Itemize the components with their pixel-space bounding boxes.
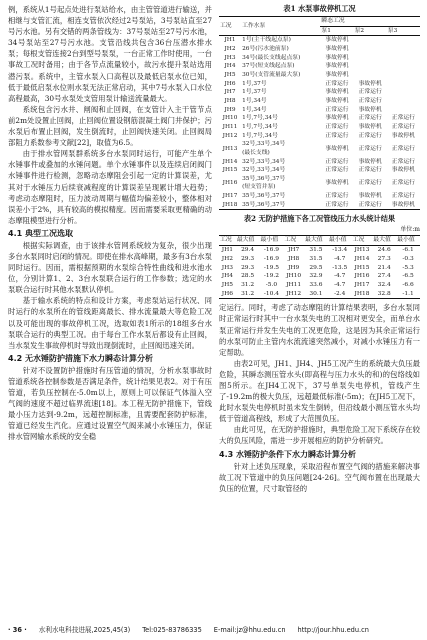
- table-cell: 正常运行: [325, 201, 349, 208]
- table-cell: 35号,36号,37号 (短支管并泵): [242, 175, 286, 191]
- table-cell: -4.7: [334, 281, 346, 288]
- table-cell: 正常运行: [358, 89, 382, 96]
- table-cell: 事故停机: [325, 145, 349, 152]
- table-cell: [387, 80, 420, 89]
- table-cell: JH5: [221, 281, 233, 288]
- table-cell: -6.5: [402, 273, 414, 280]
- table-cell: JH14: [222, 158, 238, 165]
- table-cell: 事故停机: [325, 63, 349, 70]
- table-cell: -0.3: [402, 255, 414, 262]
- table-cell: 26号(污水池前泵): [242, 45, 289, 52]
- table-row: [219, 201, 420, 210]
- table-header: 泵1: [320, 26, 353, 36]
- table-cell: 32.8: [377, 290, 391, 297]
- table-row: [219, 45, 420, 54]
- table-header: 工况: [283, 236, 304, 246]
- table-cell: 32号,33号,34号: [242, 167, 286, 174]
- table-cell: -2.4: [334, 290, 346, 297]
- table-cell: 31.2: [241, 290, 255, 297]
- table-cell: 29.5: [309, 264, 323, 271]
- table-cell: 事故停机: [325, 97, 349, 104]
- table-cell: 1号,37号: [242, 89, 267, 96]
- table-cell: 31.2: [241, 281, 255, 288]
- table-cell: 事故停机: [358, 193, 382, 200]
- table-cell: JH18: [354, 290, 370, 297]
- table-cell: [354, 45, 387, 54]
- paragraph: 由表2可见，JH1、JH4、JH5工况产生的系统最大负压最危险，其瞬态测压管水头(即高程与压力水头的和)的包络线如图5所示。在JH4工况下，37号单泵失电停机，管线产生了-19.2m的极大负压，远超最低标准(-5m)；在JH5工况下，此时水泵失电停机时虽未发生倒转，但沿线最小测压管水头均低于管道高程线，形成了大范围负压。: [219, 358, 420, 424]
- table-cell: JH16: [354, 273, 370, 280]
- table-cell: JH7: [224, 89, 236, 96]
- table-cell: JH2: [224, 45, 236, 52]
- table-cell: -19.5: [263, 264, 280, 271]
- table-cell: 1号,34号: [242, 97, 267, 104]
- table-cell: [354, 36, 387, 45]
- section-heading: 4.2 无水锤防护措施下水力瞬态计算分析: [8, 353, 153, 363]
- table-cell: [387, 97, 420, 106]
- table-header: 工况: [219, 17, 241, 36]
- table-cell: 正常运行: [391, 180, 415, 187]
- table-cell: 31.5: [309, 247, 323, 254]
- paragraph: 系统包含污水井、闸阀和止回阀，在支管计入主干管节点前2m处设置止回阀，止回阀位置设钢筋混凝土阀门井保护；污水泵后布置止回阀，发生倒流时，止回阀快速关闭。止回阀局部阻力系数参考文献[22]，取值为6.5。: [8, 104, 212, 148]
- table-cell: 正常运行: [358, 201, 382, 208]
- table-cell: [387, 106, 420, 115]
- table-cell: 事故停机: [325, 71, 349, 78]
- table-cell: 正常运行: [391, 115, 415, 122]
- table-cell: JH12: [222, 132, 238, 139]
- table-cell: JH3: [224, 54, 236, 61]
- table-cell: [354, 54, 387, 63]
- table-cell: 事故停机: [325, 45, 349, 52]
- table-cell: 27.4: [377, 273, 391, 280]
- table-cell: JH6: [221, 290, 233, 297]
- table-row: [219, 272, 420, 281]
- table-cell: 正常运行: [325, 193, 349, 200]
- table-cell: 正常运行: [391, 145, 415, 152]
- table-cell: 28.5: [241, 273, 255, 280]
- table-cell: 30.1: [309, 290, 323, 297]
- table-cell: 31.5: [309, 255, 323, 262]
- table-2-caption: 表2 无防护措施下各工况管线压力水头统计结果: [243, 214, 396, 224]
- table-cell: 正常运行: [358, 115, 382, 122]
- table-cell: [387, 71, 420, 80]
- table-header: 最大值: [236, 236, 260, 246]
- table-row: [219, 36, 420, 45]
- table-cell: 1号,7号,34号: [242, 115, 278, 122]
- table-cell: 1号,37号: [242, 80, 267, 87]
- table-cell: JH12: [286, 290, 302, 297]
- table-cell: 29.4: [241, 247, 255, 254]
- table-cell: 事故停机: [358, 123, 382, 130]
- table-1: [219, 16, 420, 210]
- paragraph: 由此可见，在无防护措施时，典型危险工况下系统存在较大的负压风险，需进一步开展相应的防护分析研究。: [219, 425, 420, 446]
- table-cell: 正常运行: [391, 158, 415, 165]
- table-cell: JH8: [224, 97, 236, 104]
- journal-email: E-mail:jz@hhu.edu.cn: [213, 626, 286, 634]
- table-cell: -19.2: [263, 273, 280, 280]
- table-2-body: [219, 246, 420, 299]
- table-row: [219, 246, 420, 255]
- table-cell: 33.6: [309, 281, 323, 288]
- table-row: [219, 97, 420, 106]
- table-cell: 正常运行: [325, 80, 349, 87]
- table-header: 泵2: [354, 26, 387, 36]
- table-cell: -4.7: [334, 273, 346, 280]
- table-header: 瞬态工况: [320, 17, 420, 27]
- table-row: [219, 80, 420, 89]
- table-cell: -6.1: [402, 247, 414, 254]
- table-cell: 正常运行: [358, 167, 382, 174]
- table-cell: 32.9: [309, 273, 323, 280]
- table-cell: 35号,36号,37号: [242, 193, 286, 200]
- table-cell: 事故停机: [358, 158, 382, 165]
- table-cell: -10.4: [263, 290, 280, 297]
- table-cell: 37号(短支线起点泵): [242, 63, 295, 70]
- table-cell: JH16: [222, 180, 238, 187]
- table-cell: 正常运行: [325, 167, 349, 174]
- table-1-body: [219, 36, 420, 210]
- table-row: [219, 140, 420, 157]
- table-row: [219, 175, 420, 192]
- journal-url: http://jour.hhu.edu.cn: [297, 626, 369, 634]
- table-cell: JH2: [221, 255, 233, 262]
- table-cell: JH15: [222, 167, 238, 174]
- table-cell: -16.9: [263, 247, 280, 254]
- table-cell: 正常运行: [391, 123, 415, 130]
- table-row: [219, 88, 420, 97]
- paragraph: 由于排水管网泵群系统多台水泵同时运行，可能产生单个水锤事件或叠加的水锤问题。单个水锤事件以及连续启闭阀门水锤事件进行检测，忽略动态摩阻会引起一定的计算误差，尤其对于水锤压力后续衰减程度的计算误差呈现累计增大趋势；考虑动态摩阻时，压力波动周期与幅值均偏差较小，整体相对误差小于2%，具有较高的模拟精度。因而需要采取更精确的动态摩阻模型进行分析。: [8, 149, 212, 225]
- table-cell: -13.5: [332, 264, 348, 271]
- table-cell: JH11: [222, 123, 238, 130]
- table-row: [219, 106, 420, 115]
- table-row: [219, 158, 420, 167]
- table-cell: 30号(支管流量最大泵): [242, 71, 301, 78]
- table-cell: 正常运行: [325, 106, 349, 113]
- table-row: [219, 255, 420, 264]
- table-header: 工况: [352, 236, 373, 246]
- table-cell: -1.1: [402, 290, 414, 297]
- table-cell: -4.7: [334, 255, 346, 262]
- table-header: 最小值: [260, 236, 284, 246]
- table-cell: 事故停机: [391, 201, 415, 208]
- journal-tel: Tel:025-83786335: [142, 626, 202, 634]
- table-cell: 29.3: [241, 255, 255, 262]
- table-cell: [387, 62, 420, 71]
- page-number: · 36 ·: [8, 626, 27, 634]
- table-cell: 1号,7号,34号: [242, 123, 278, 130]
- table-row: [219, 192, 420, 201]
- table-header: 最大值: [372, 236, 396, 246]
- paragraph: 针对上述负压现象，采取沿程布置空气阀的措施来解决事故工况下管道中的负压问题[24-26]。空气阀布置在出现最大负压的位置，尺寸取管径的: [219, 461, 420, 493]
- left-column: [8, 4, 212, 442]
- table-1-caption: 表1 水泵事故停机工况: [283, 4, 356, 13]
- table-cell: 34号(最长支线起点泵): [242, 54, 301, 61]
- table-cell: JH1: [224, 37, 236, 44]
- table-cell: JH1: [221, 247, 233, 254]
- table-cell: 正常运行: [358, 97, 382, 104]
- table-cell: JH15: [354, 264, 370, 271]
- table-cell: -5.3: [402, 264, 414, 271]
- table-cell: [354, 71, 387, 80]
- table-cell: [387, 54, 420, 63]
- paragraph: 针对不设置防护措施时有压管道的情况，分析水泵事故时管道系统各控制参数是否满足条件，统计结果见表2。对于有压管道，若负压控制在-5.0m以上，原则上可以保证气体溢入空气阀的速度不超过临界流速[18]。本工程无防护措施下，管线最小压力达到-9.2m，远超控制标准，且需要配套防护标准，管道已经发生汽化。应通过设置空气阀来减小水锤压力，保证排水管网输水系统的安全稳: [8, 365, 212, 442]
- table-row: [219, 281, 420, 290]
- table-cell: JH5: [224, 71, 236, 78]
- table-cell: JH13: [222, 145, 238, 152]
- table-2-unit: 单位:m: [400, 226, 420, 234]
- table-cell: JH11: [286, 281, 302, 288]
- section-heading: 4.1 典型工况选取: [8, 228, 73, 238]
- table-header: 最小值: [396, 236, 420, 246]
- table-cell: 24.6: [377, 247, 391, 254]
- table-cell: 正常运行: [325, 132, 349, 139]
- table-cell: JH18: [222, 201, 238, 208]
- table-cell: 27.3: [377, 255, 391, 262]
- table-cell: 1号,34号: [242, 106, 267, 113]
- table-cell: 事故停机: [325, 37, 349, 44]
- table-header: 工况: [219, 236, 236, 246]
- table-cell: 29.3: [241, 264, 255, 271]
- table-cell: JH3: [221, 264, 233, 271]
- table-cell: JH6: [224, 80, 236, 87]
- table-cell: 正常运行: [358, 145, 382, 152]
- table-cell: -6.6: [402, 281, 414, 288]
- page-footer: [8, 625, 420, 635]
- table-header: 工作水泵: [241, 17, 320, 36]
- table-cell: 事故停机: [325, 115, 349, 122]
- paragraph: 基于输水系统的特点和设计方案，考虑泵站运行状况、同时运行的水泵所在的管线距离最长、排水流量最大等危险工况以及可能出现的事故停机工况，选取如表1所示的18组多台水泵联合运行的典型工况。由于每台工作水泵后都设有止回阀，当水泵发生事故停机时导致出现倒流时，止回阀迅速关闭。: [8, 296, 212, 350]
- table-cell: JH4: [221, 273, 233, 280]
- table-row: [219, 114, 420, 123]
- table-cell: 32号,33号,34号: [242, 158, 286, 165]
- table-cell: JH10: [286, 273, 302, 280]
- table-cell: JH9: [224, 106, 236, 113]
- table-cell: -13.4: [332, 247, 348, 254]
- table-row: [219, 290, 420, 299]
- right-column: [219, 4, 420, 494]
- paragraph: 例，系统从1号起点处进行泵站给水，由主管管道进行输送，并相继与支管汇流，相连支管依次经过2号泵站，3号泵站直至27号污水池。另有交错的两条管线为：37号泵站至27号污水池，34号泵站至27号污水池。支管沿线共包含36台压潜水排水泵；每根支管连接2台到型号泵泵，一台正常工作时使用，一台事故工况时备用；由于各节点流量较小，故污水提升泵站选用潜污泵。系统中，主管水泵入口高程以及最低启泵水位已知，低于最低启泵水位则水泵无法正常启动，其中7号水泵入口水位高程最高，30号水泵处支管用泵计输送流量最大。: [8, 5, 212, 103]
- table-row: [219, 264, 420, 273]
- paragraph: 根据实际调查，由于该排水管网系统较为复杂，很少出现多台水泵同时启闭的情况。即使在排水高峰期，最多有3台水泵同时运行。因而，需根据预期的水泵综合特性曲线和进水池水位，分别计算1、2、3台水泵联合运行的工作参数；选定的水泵联合运行时其他水泵默认停机。: [8, 240, 212, 295]
- table-cell: 35号,36号,37号: [242, 201, 286, 208]
- table-cell: JH14: [354, 255, 370, 262]
- table-cell: 事故停机: [325, 89, 349, 96]
- table-cell: 事故停机: [358, 80, 382, 87]
- journal-info: 水利水电科技进展,2025,45(3): [38, 626, 131, 634]
- table-cell: 1号,7号,34号: [242, 132, 278, 139]
- table-cell: [387, 88, 420, 97]
- table-cell: 32.4: [377, 281, 391, 288]
- table-cell: -16.9: [263, 255, 280, 262]
- table-cell: -5.0: [265, 281, 278, 288]
- table-row: [219, 123, 420, 132]
- table-cell: 1号(主干线起点泵): [242, 37, 291, 44]
- table-cell: 正常运行: [325, 158, 349, 165]
- table-row: [219, 166, 420, 175]
- table-row: [219, 54, 420, 63]
- table-header: 泵3: [387, 26, 420, 36]
- table-cell: JH4: [224, 63, 236, 70]
- table-cell: 事故停机: [325, 54, 349, 61]
- table-cell: 32号,33号,34号 (最长支线): [242, 141, 286, 156]
- table-cell: JH10: [222, 115, 238, 122]
- table-cell: [387, 45, 420, 54]
- table-header: 最大值: [304, 236, 328, 246]
- table-cell: JH8: [288, 255, 300, 262]
- table-cell: JH9: [288, 264, 300, 271]
- table-cell: 21.4: [377, 264, 391, 271]
- table-row: [219, 132, 420, 141]
- table-cell: JH17: [354, 281, 370, 288]
- table-cell: JH7: [288, 247, 300, 254]
- table-cell: [354, 62, 387, 71]
- table-cell: 事故停机: [325, 180, 349, 187]
- table-cell: 正常运行: [391, 193, 415, 200]
- table-2: [219, 235, 420, 299]
- table-cell: JH13: [354, 247, 370, 254]
- table-cell: 事故停机: [358, 106, 382, 113]
- table-cell: 事故停机: [391, 167, 415, 174]
- section-heading: 4.3 水锤防护条件下水力瞬态计算分析: [219, 449, 356, 459]
- table-cell: 事故停机: [391, 132, 415, 139]
- table-row: [219, 62, 420, 71]
- table-cell: 正常运行: [358, 132, 382, 139]
- paragraph: 定运行。同时，考虑了动态摩阻的计算结果表明，多台水泵同时正常运行时其中一台水泵失电的工况相对更安全，而单台水泵正常运行并发生失电的工况更危险，这是因为其余正常运行的水泵可防止主管内水流流速突然减小，对减小水锤压力有一定帮助。: [219, 303, 420, 357]
- table-header: 最小值: [328, 236, 352, 246]
- table-cell: JH17: [222, 193, 238, 200]
- table-cell: 正常运行: [358, 180, 382, 187]
- table-cell: 正常运行: [325, 123, 349, 130]
- table-cell: [387, 36, 420, 45]
- table-row: [219, 71, 420, 80]
